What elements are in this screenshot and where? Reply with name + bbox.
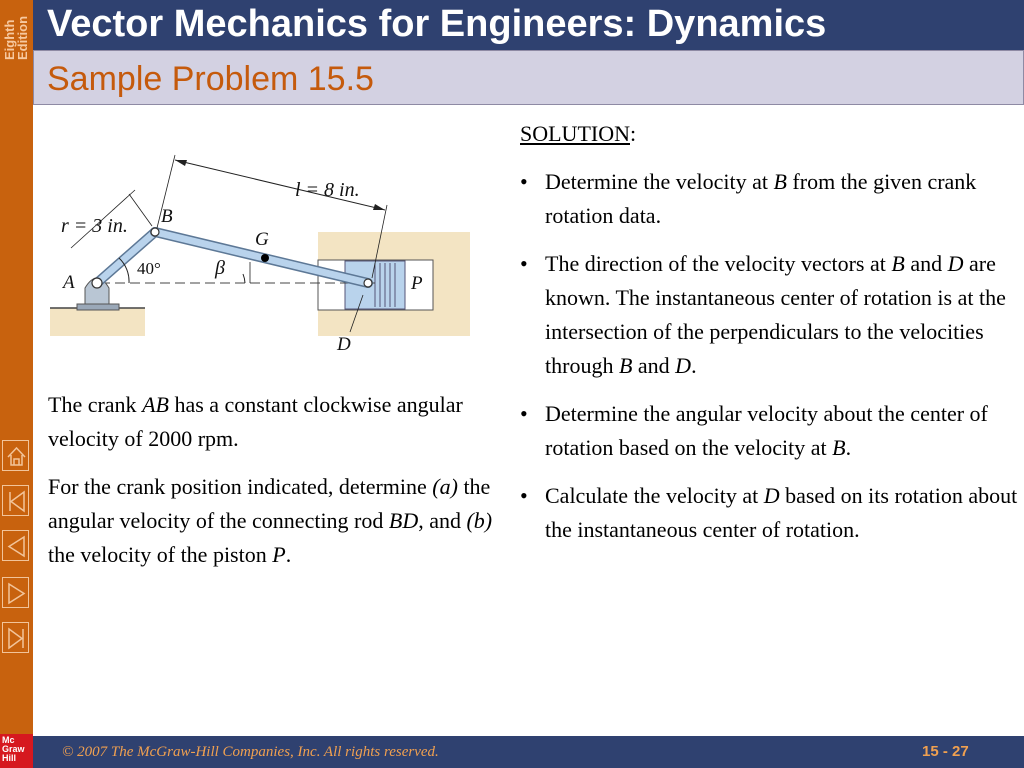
next-slide-icon xyxy=(3,578,30,609)
crank-mechanism-figure xyxy=(45,150,475,360)
edition-line-2: Edition xyxy=(15,15,30,60)
text-run: . xyxy=(691,353,697,378)
first-slide-button[interactable] xyxy=(2,485,29,516)
text-run: Determine the angular velocity about the center of rotation based on the velocity at xyxy=(545,401,988,460)
italic-term: B xyxy=(773,169,787,194)
italic-term: D xyxy=(763,483,780,508)
beta-label: β xyxy=(215,257,225,279)
solution-heading-text: SOLUTION xyxy=(520,121,630,146)
logo-line-3: Hill xyxy=(2,753,17,763)
italic-term: B xyxy=(618,353,633,378)
italic-term: B xyxy=(891,251,905,276)
point-p-label: P xyxy=(411,273,423,294)
text-run: The direction of the velocity vectors at xyxy=(545,251,892,276)
logo-line-2: Graw xyxy=(2,744,25,754)
italic-term: (a) xyxy=(432,474,458,499)
text-run: the angular velocity of the connecting rod xyxy=(48,474,491,533)
text-run: from the given crank rotation data. xyxy=(545,169,977,228)
solution-panel xyxy=(520,117,1020,561)
solution-bullet xyxy=(520,247,1020,383)
solution-bullet-text xyxy=(545,169,976,228)
bullet-dot: • xyxy=(520,483,528,508)
italic-term: AB xyxy=(142,392,169,417)
solution-bullet-text xyxy=(545,401,988,460)
slide-title: Vector Mechanics for Engineers: Dynamics xyxy=(47,3,827,45)
text-run: The crank xyxy=(48,392,143,417)
italic-term: D xyxy=(947,251,964,276)
edition-line-1: Eighth xyxy=(2,19,17,60)
text-run: and xyxy=(904,251,948,276)
last-slide-button[interactable] xyxy=(2,622,29,653)
bullet-dot: • xyxy=(520,251,528,276)
previous-slide-icon xyxy=(3,531,30,562)
mcgraw-hill-logo xyxy=(0,734,33,768)
next-slide-button[interactable] xyxy=(2,577,29,608)
solution-bullet xyxy=(520,479,1020,547)
text-run: For the crank position indicated, determine xyxy=(48,474,433,499)
point-g-label: G xyxy=(255,229,269,250)
italic-term: P xyxy=(272,542,286,567)
italic-term: (b) xyxy=(466,508,493,533)
length-label: l = 8 in. xyxy=(295,179,360,201)
point-d-label: D xyxy=(337,334,351,355)
italic-term: B xyxy=(832,435,846,460)
solution-bullet xyxy=(520,397,1020,465)
text-run: and xyxy=(632,353,676,378)
point-b-label: B xyxy=(161,206,173,227)
solution-heading-colon: : xyxy=(630,121,637,146)
angle-label: 40° xyxy=(137,259,161,278)
text-run: , and xyxy=(418,508,467,533)
text-run: . xyxy=(845,435,852,460)
solution-heading xyxy=(520,117,1020,151)
bullet-dot: • xyxy=(520,169,528,194)
solution-bullet-text xyxy=(545,483,1017,542)
home-icon xyxy=(3,441,30,472)
italic-term: BD xyxy=(388,508,419,533)
italic-term: D xyxy=(675,353,692,378)
center-of-mass-g xyxy=(261,254,269,262)
first-slide-icon xyxy=(3,486,30,517)
copyright-notice: © 2007 The McGraw-Hill Companies, Inc. All rights reserved. xyxy=(62,744,439,760)
slide-subtitle: Sample Problem 15.5 xyxy=(47,60,374,98)
edition-text xyxy=(3,16,29,60)
text-run: based on its rotation about the instantaneous center of rotation. xyxy=(545,483,1018,542)
bullet-dot: • xyxy=(520,401,528,426)
solution-bullet-text xyxy=(545,251,1006,378)
logo-line-1: Mc xyxy=(2,735,15,745)
problem-statement xyxy=(48,388,503,586)
problem-paragraph-1 xyxy=(48,388,503,456)
ground-left xyxy=(50,308,145,336)
text-run: the velocity of the piston xyxy=(48,542,273,567)
page-number: 15 - 27 xyxy=(922,743,969,760)
radius-label: r = 3 in. xyxy=(61,215,128,237)
point-a-label: A xyxy=(63,272,75,293)
home-button[interactable] xyxy=(2,440,29,471)
text-run: Calculate the velocity at xyxy=(545,483,764,508)
text-run: are known. The instantaneous center of rotation is at the intersection of the perpendiculars to the velocities through xyxy=(545,251,1006,378)
text-run: has a constant clockwise angular velocity of 2000 rpm. xyxy=(48,392,463,451)
solution-bullet xyxy=(520,165,1020,233)
problem-paragraph-2 xyxy=(48,470,503,572)
text-run: . xyxy=(285,542,292,567)
text-run: Determine the velocity at xyxy=(545,169,774,194)
previous-slide-button[interactable] xyxy=(2,530,29,561)
edition-label xyxy=(1,2,31,62)
last-slide-icon xyxy=(3,623,30,654)
